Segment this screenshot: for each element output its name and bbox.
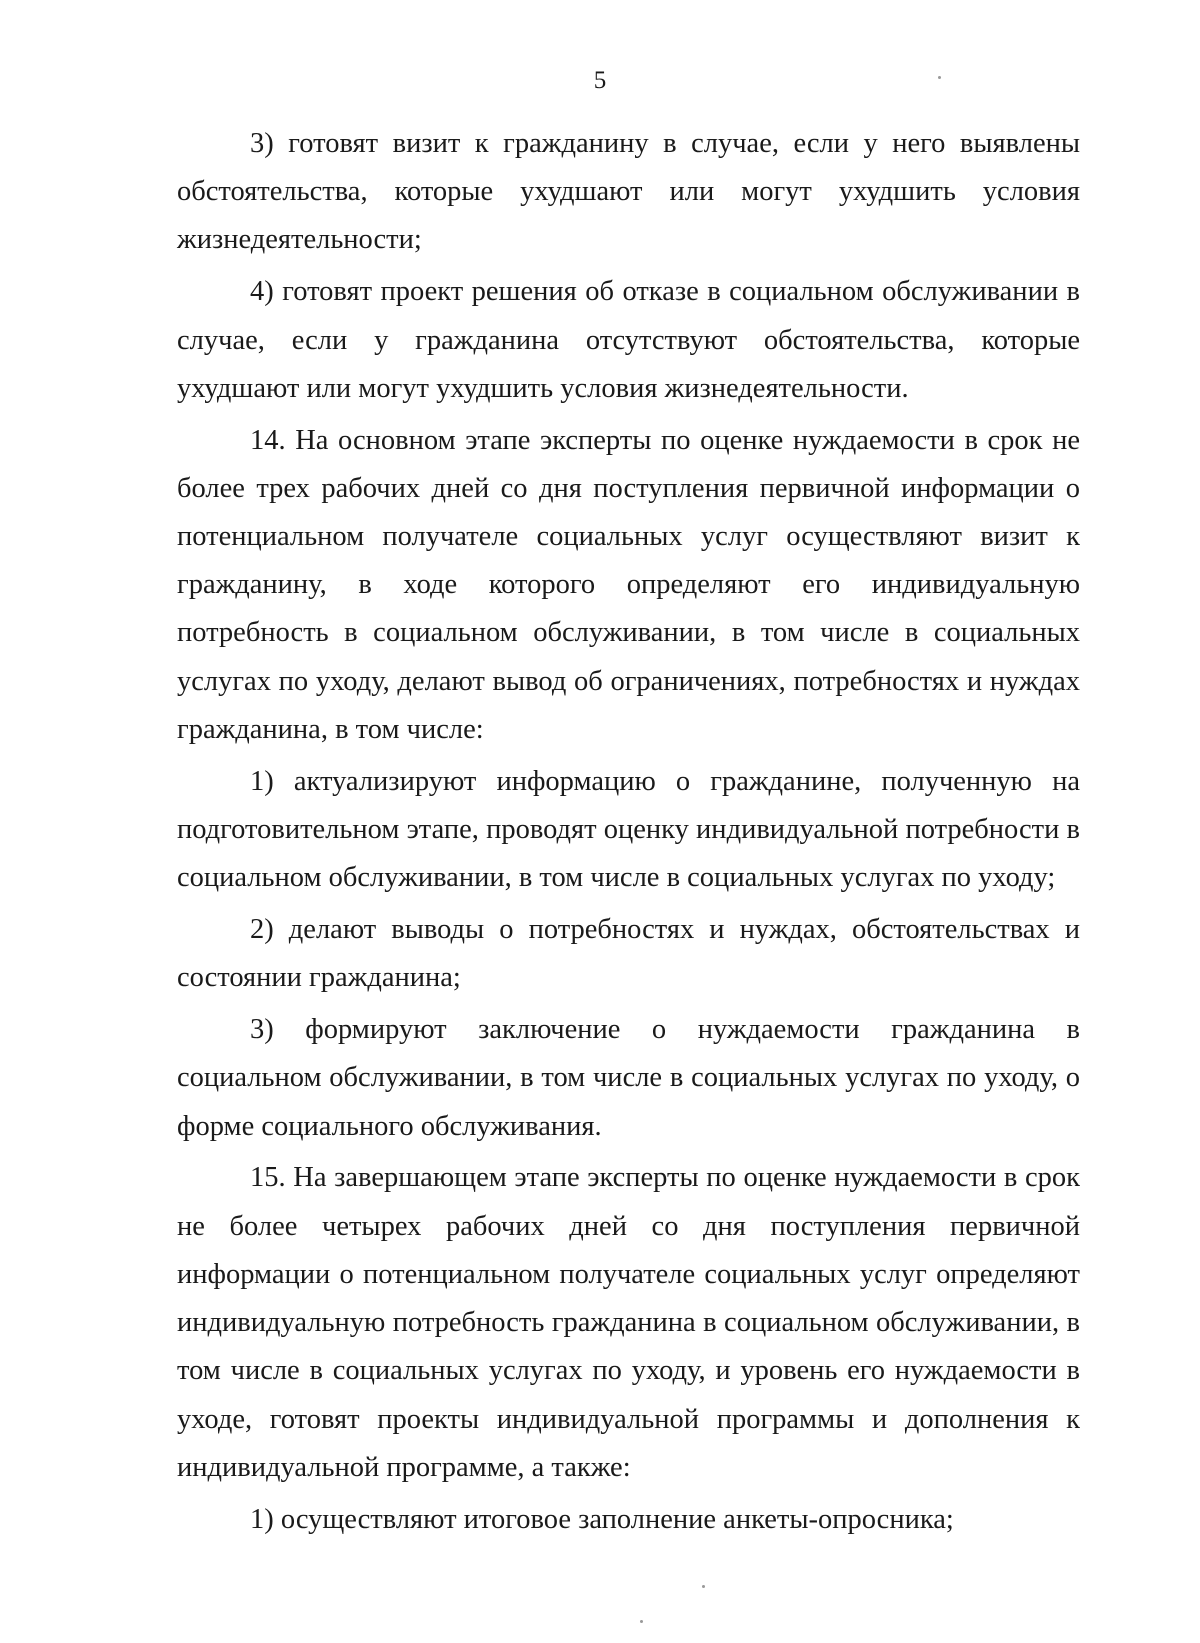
scan-speck: [938, 76, 941, 79]
page-number: 5: [593, 67, 607, 94]
clause-14-main-stage: 14. На основном этапе эксперты по оценке нуждаемости в срок не более трех рабочих дней со дня поступления первичной информации о потенциальном получателе социальных услуг осуществляют визит к гражданину, в ходе которого определяют его индивидуальную потребность в социальном обслуживании, в том числе в социальных услугах по уходу, делают вывод об ограничениях, потребностях и нуждах гражданина, в том числе:: [177, 424, 1080, 745]
scan-speck: [640, 1620, 643, 1623]
list-item-1-actualize-info: 1) актуализируют информацию о гражданине, полученную на подготовительном этапе, проводят оценку индивидуальной потребности в социальном обслуживании, в том числе в социальных услугах по уходу;: [177, 765, 1080, 894]
list-item-3-prepare-visit: 3) готовят визит к гражданину в случае, если у него выявлены обстоятельства, которые ухудшают или могут ухудшить условия жизнедеятельности;: [177, 128, 1080, 256]
list-item-3-form-conclusion: 3) формируют заключение о нуждаемости гражданина в социальном обслуживании, в том числе в социальных услугах по уходу, о форме социального обслуживания.: [177, 1014, 1080, 1142]
document-body: [177, 120, 1080, 1548]
list-item-1-final-questionnaire: 1) осуществляют итоговое заполнение анкеты-опросника;: [250, 1503, 954, 1535]
clause-15-final-stage: 15. На завершающем этапе эксперты по оценке нуждаемости в срок не более четырех рабочих дней со дня поступления первичной информации о потенциальном получателе социальных услуг определяют индивидуальную потребность гражданина в социальном обслуживании, в том числе в социальных услугах по уходу, и уровень его нуждаемости в уходе, готовят проекты индивидуальной программы и дополнения к индивидуальной программе, а также:: [177, 1162, 1080, 1483]
list-item-4-refusal-draft: 4) готовят проект решения об отказе в социальном обслуживании в случае, если у гражданина отсутствуют обстоятельства, которые ухудшают или могут ухудшить условия жизнедеятельности.: [177, 276, 1080, 404]
list-item-2-conclusions: 2) делают выводы о потребностях и нуждах, обстоятельствах и состоянии гражданина;: [177, 914, 1080, 994]
scan-speck: [702, 1585, 705, 1588]
